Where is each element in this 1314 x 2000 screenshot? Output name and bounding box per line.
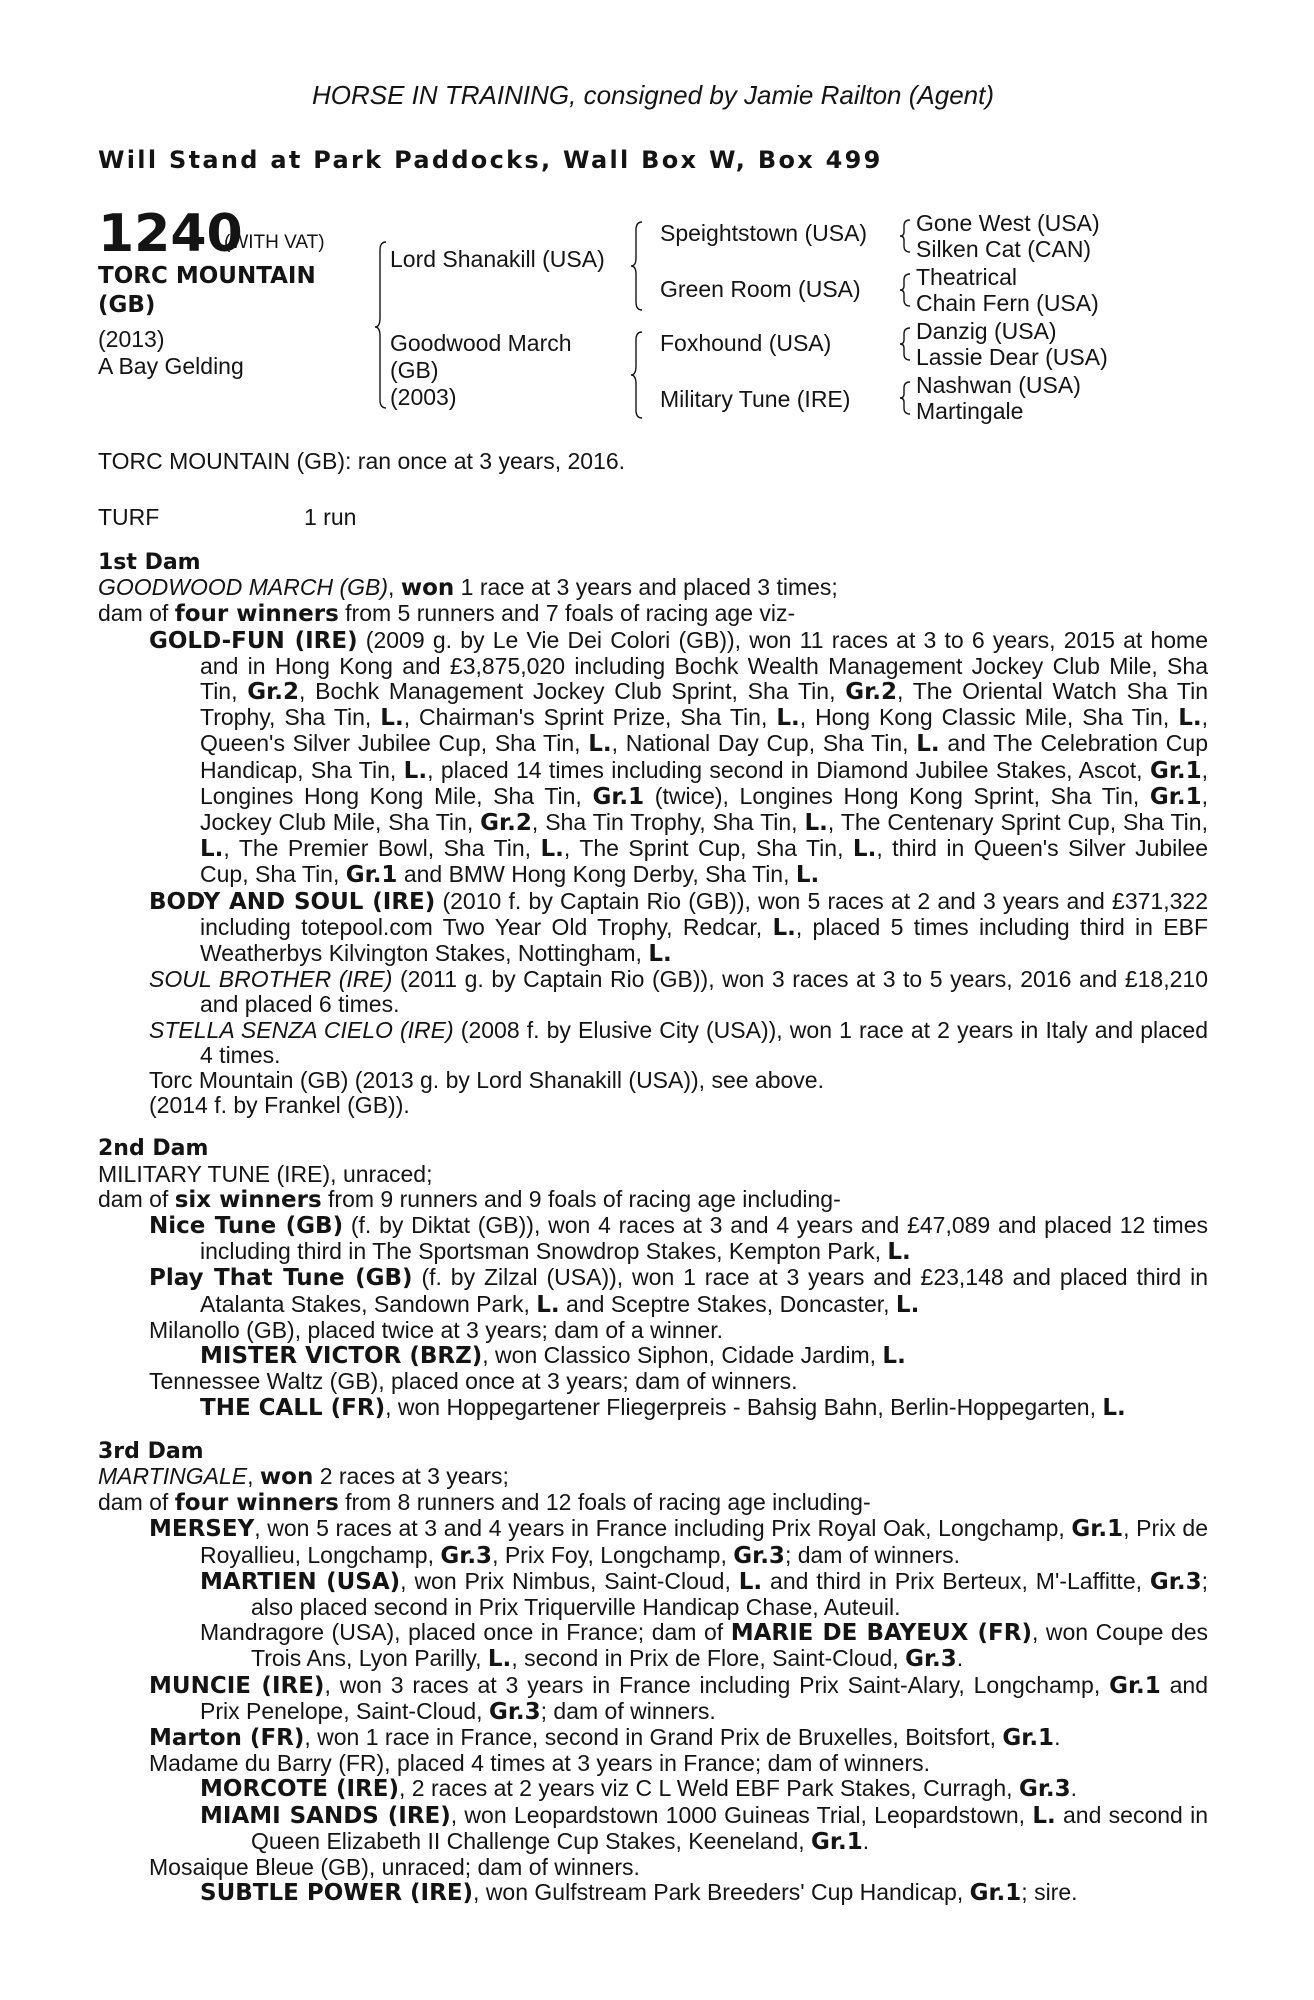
vat-note: (WITH VAT) <box>224 232 325 253</box>
text: . <box>1070 1775 1078 1802</box>
third-dam-section <box>98 1464 1208 1906</box>
bold-text: GOLD-FUN (IRE) <box>149 627 358 654</box>
ped-dam-country: (GB) <box>390 357 439 383</box>
text: . <box>1054 1723 1061 1750</box>
bold-text: L. <box>852 836 877 863</box>
ped-dam <box>390 330 572 411</box>
progeny-entry <box>98 1018 1208 1068</box>
bold-text: L. <box>540 836 564 863</box>
text: Milanollo (GB), placed twice at 3 years; dam of a winner. <box>149 1316 723 1343</box>
bold-text: SUBTLE POWER (IRE) <box>200 1880 474 1907</box>
bold-text: MORCOTE (IRE) <box>200 1776 399 1803</box>
text: , won Hoppegartener Fliegerpreis - Bahsig Bahn, Berlin-Hoppegarten, <box>385 1393 1103 1420</box>
horse-year: (2013) <box>98 326 165 352</box>
text: ; also placed second in Prix Triquerville Handicap Chase, Auteuil. <box>251 1567 1208 1620</box>
bold-text: won <box>400 575 455 602</box>
first-dam-heading: 1st Dam <box>98 550 201 575</box>
bold-text: Gr.3 <box>488 1698 541 1725</box>
bold-text: MARIE DE BAYEUX (FR) <box>730 1620 1032 1647</box>
dam-intro-line <box>98 1464 1208 1490</box>
text: , Bochk Management Jockey Club Sprint, Sha Tin, <box>298 678 846 705</box>
text: from 9 runners and 9 foals of racing age including- <box>321 1185 841 1212</box>
turf-label: TURF <box>98 504 160 530</box>
text: , placed 5 times including third in EBF Weatherbys Kilvington Stakes, Nottingham, <box>200 913 1208 967</box>
horse-description: A Bay Gelding <box>98 353 244 379</box>
progeny-entry <box>98 1068 1208 1093</box>
ped-sss: Gone West (USA) <box>916 210 1100 236</box>
text: 2 races at 3 years; <box>313 1462 509 1489</box>
progeny-entry <box>98 1265 1208 1317</box>
text: from 5 runners and 7 foals of racing age viz- <box>338 600 796 627</box>
text: , won Classico Siphon, Cidade Jardim, <box>482 1342 883 1369</box>
bold-text: Gr.1 <box>1149 783 1202 810</box>
bold-text: Gr.1 <box>1071 1516 1124 1543</box>
text: , The Centenary Sprint Cup, Sha Tin, <box>827 809 1208 836</box>
ped-sire: Lord Shanakill (USA) <box>390 246 605 272</box>
bold-text: won <box>259 1463 314 1490</box>
bold-text: L. <box>772 914 796 941</box>
bold-text: L. <box>804 810 828 837</box>
progeny-entry <box>98 1725 1208 1751</box>
text: , won Prix Nimbus, Saint-Cloud, <box>400 1567 739 1594</box>
bold-text: Gr.2 <box>845 679 897 706</box>
bold-text: MERSEY <box>149 1516 255 1543</box>
bold-text: L. <box>588 731 612 758</box>
progeny-entry <box>98 1776 1208 1802</box>
progeny-entry <box>98 628 1208 889</box>
text: , Prix de Royallieu, Longchamp, <box>200 1515 1208 1568</box>
horse-name-line2: (GB) <box>98 292 156 318</box>
text: (f. by Zilzal (USA)), won 1 race at 3 years and £23,148 and placed third in Atalanta Stakes, Sandown Park, <box>200 1264 1208 1317</box>
bold-text: L. <box>1178 705 1202 732</box>
bold-text: L. <box>487 1646 512 1673</box>
dam-intro-line <box>98 601 1208 627</box>
text: , Prix Foy, Longchamp, <box>492 1541 734 1568</box>
bold-text: Gr.1 <box>1002 1724 1055 1751</box>
progeny-entry <box>98 1318 1208 1343</box>
bold-text: Gr.3 <box>440 1542 493 1569</box>
text: and Prix Penelope, Saint-Cloud, <box>200 1671 1208 1724</box>
progeny-entry <box>98 1395 1208 1421</box>
text: , 2 races at 2 years viz C L Weld EBF Park Stakes, Curragh, <box>399 1775 1019 1802</box>
text: (2011 g. by Captain Rio (GB)), won 3 races at 3 to 5 years, 2016 and £18,210 and placed 6 times. <box>200 966 1208 1018</box>
text: MILITARY TUNE (IRE), unraced; <box>98 1160 433 1187</box>
progeny-entry <box>98 1751 1208 1776</box>
bold-text: four winners <box>174 1490 339 1517</box>
bracket-ds <box>900 328 910 360</box>
text: . <box>956 1645 964 1672</box>
text: dam of <box>98 1185 175 1212</box>
text: (2009 g. by Le Vie Dei Colori (GB)), won 11 races at 3 to 6 years, 2015 at home and in Hong Kong and £3,875,020 including Bochk Wealth Management Jockey Club Mile, Sha Tin, <box>200 626 1208 705</box>
bold-text: Gr.3 <box>905 1646 957 1673</box>
text: (2010 f. by Captain Rio (GB)), won 5 races at 2 and 3 years and £371,322 including totepool.com Two Year Old Trophy, Redcar, <box>200 887 1208 940</box>
dam-intro-line <box>98 1490 1208 1516</box>
text: (twice), Longines Hong Kong Sprint, Sha Tin, <box>644 782 1150 809</box>
ped-sire-sire: Speightstown (USA) <box>660 220 868 246</box>
bold-text: BODY AND SOUL (IRE) <box>149 888 436 915</box>
bold-text: Gr.1 <box>1149 757 1202 784</box>
text: , Chairman's Sprint Prize, Sha Tin, <box>403 704 777 731</box>
race-summary: TORC MOUNTAIN (GB): ran once at 3 years, 2016. <box>98 448 626 474</box>
bold-text: L. <box>380 705 404 732</box>
italic-text: GOODWOOD MARCH (GB) <box>98 574 389 601</box>
progeny-entry <box>98 1880 1208 1906</box>
text: , Sha Tin Trophy, Sha Tin, <box>531 809 805 836</box>
text: . <box>862 1827 870 1854</box>
progeny-entry <box>98 1093 1208 1118</box>
text: , second in Prix de Flore, Saint-Cloud, <box>511 1645 906 1672</box>
second-dam-section <box>98 1162 1208 1421</box>
bold-text: MUNCIE (IRE) <box>149 1672 325 1699</box>
ped-sds: Theatrical <box>916 264 1017 290</box>
turf-runs: 1 run <box>304 504 357 530</box>
consignment-line: HORSE IN TRAINING, consigned by Jamie Railton (Agent) <box>311 80 995 110</box>
horse-name-line1: TORC MOUNTAIN <box>98 263 316 289</box>
ped-sire-dam: Green Room (USA) <box>660 276 861 302</box>
progeny-entry <box>98 1569 1208 1620</box>
ped-dsd: Lassie Dear (USA) <box>916 344 1108 370</box>
progeny-entry <box>98 1516 1208 1568</box>
bracket-sire <box>631 222 642 310</box>
text: from 8 runners and 12 foals of racing age including- <box>338 1489 871 1516</box>
bold-text: L. <box>795 862 820 889</box>
text: and second in Queen Elizabeth II Challenge Cup Stakes, Keeneland, <box>251 1801 1209 1854</box>
text: , The Premier Bowl, Sha Tin, <box>223 835 541 862</box>
italic-text: MARTINGALE <box>98 1462 248 1489</box>
first-dam-section <box>98 575 1208 1118</box>
text: and third in Prix Berteux, M'-Laffitte, <box>762 1567 1150 1594</box>
bold-text: L. <box>200 836 224 863</box>
text: Mandragore (USA), placed once in France; dam of <box>200 1619 731 1646</box>
progeny-entry <box>98 1803 1208 1855</box>
text: (2008 f. by Elusive City (USA)), won 1 race at 2 years in Italy and placed 4 times. <box>200 1016 1209 1068</box>
text: Madame du Barry (FR), placed 4 times at 3 years in France; dam of winners. <box>149 1750 931 1777</box>
bold-text: L. <box>536 1291 560 1318</box>
text: , Longines Hong Kong Mile, Sha Tin, <box>200 756 1209 809</box>
ped-dam-sire: Foxhound (USA) <box>660 330 832 356</box>
ped-dds: Nashwan (USA) <box>916 372 1081 398</box>
text: , The Oriental Watch Sha Tin Trophy, Sha Tin, <box>200 678 1208 731</box>
bold-text: Gr.1 <box>811 1828 863 1855</box>
bold-text: L. <box>887 1239 911 1266</box>
text: , Hong Kong Classic Mile, Sha Tin, <box>799 704 1179 731</box>
text: , <box>388 574 401 601</box>
bracket-dam <box>631 332 642 418</box>
bold-text: MIAMI SANDS (IRE) <box>200 1802 451 1829</box>
progeny-entry <box>98 1620 1208 1672</box>
text: and Sceptre Stakes, Doncaster, <box>559 1290 896 1317</box>
bracket-sd <box>900 274 910 306</box>
bold-text: L. <box>648 941 672 968</box>
text: Mosaique Bleue (GB), unraced; dam of winners. <box>149 1853 640 1880</box>
bold-text: L. <box>738 1568 763 1595</box>
text: , The Sprint Cup, Sha Tin, <box>563 835 853 862</box>
bold-text: L. <box>1032 1802 1056 1829</box>
bold-text: Gr.3 <box>733 1542 785 1569</box>
progeny-entry <box>98 889 1208 968</box>
text: (f. by Diktat (GB)), won 4 races at 3 and 4 years and £47,089 and placed 12 times including third in The Sportsman Snowdrop Stakes, Kempton Park, <box>200 1212 1209 1265</box>
bracket-ss <box>900 220 910 252</box>
progeny-entry <box>98 1213 1208 1265</box>
bold-text: Gr.3 <box>1018 1776 1071 1803</box>
text: , won Gulfstream Park Breeders' Cup Handicap, <box>473 1879 970 1906</box>
bold-text: four winners <box>174 601 339 628</box>
italic-text: SOUL BROTHER (IRE) <box>149 966 393 993</box>
text: , won Coupe des Trois Ans, Lyon Parilly, <box>251 1619 1208 1672</box>
progeny-entry <box>98 967 1208 1017</box>
stand-location: Will Stand at Park Paddocks, Wall Box W, Box 499 <box>98 146 883 174</box>
bold-text: L. <box>776 705 800 732</box>
bold-text: Play That Tune (GB) <box>149 1265 413 1292</box>
bold-text: Gr.2 <box>247 679 299 706</box>
text: and BMW Hong Kong Derby, Sha Tin, <box>397 861 796 888</box>
second-dam-heading: 2nd Dam <box>98 1136 209 1162</box>
bold-text: L. <box>1102 1394 1126 1421</box>
bold-text: Marton (FR) <box>149 1724 305 1751</box>
progeny-entry <box>98 1673 1208 1725</box>
text: ; dam of winners. <box>784 1541 961 1568</box>
bold-text: Gr.1 <box>592 783 645 810</box>
text: ; dam of winners. <box>540 1697 716 1724</box>
bracket-main <box>375 242 386 408</box>
progeny-entry <box>98 1855 1208 1880</box>
pedigree-brackets <box>98 80 1208 460</box>
bold-text: L. <box>895 1291 920 1318</box>
family-notes <box>98 550 1208 1906</box>
text: , National Day Cup, Sha Tin, <box>611 730 917 757</box>
text: Torc Mountain (GB) (2013 g. by Lord Shanakill (USA)), see above. <box>149 1067 824 1094</box>
text: , won 1 race in France, second in Grand Prix de Bruxelles, Boitsfort, <box>304 1723 1003 1750</box>
dam-intro-line <box>98 1162 1208 1187</box>
third-dam-heading: 3rd Dam <box>98 1438 204 1464</box>
dam-intro-line <box>98 1187 1208 1213</box>
text: dam of <box>98 1489 175 1516</box>
text: 1 race at 3 years and placed 3 times; <box>454 574 838 601</box>
bold-text: Gr.2 <box>480 810 532 837</box>
ped-dam-dam: Military Tune (IRE) <box>660 386 851 412</box>
bold-text: six winners <box>174 1186 322 1213</box>
bracket-dd <box>900 382 910 414</box>
text: (2014 f. by Frankel (GB)). <box>149 1092 410 1119</box>
text: , won 3 races at 3 years in France including Prix Saint-Alary, Longchamp, <box>324 1671 1110 1698</box>
lot-number: 1240 <box>98 204 243 264</box>
ped-dam-year: (2003) <box>390 384 457 410</box>
text: dam of <box>98 600 175 627</box>
italic-text: STELLA SENZA CIELO (IRE) <box>149 1016 454 1043</box>
text: , placed 14 times including second in Diamond Jubilee Stakes, Ascot, <box>427 756 1150 783</box>
ped-dam-name: Goodwood March <box>390 330 572 356</box>
text: , won 5 races at 3 and 4 years in France including Prix Royal Oak, Longchamp, <box>254 1515 1072 1542</box>
text: , third in Queen's Silver Jubilee Cup, Sha Tin, <box>200 835 1208 888</box>
bold-text: MARTIEN (USA) <box>200 1568 401 1595</box>
text: , won Leopardstown 1000 Guineas Trial, Leopardstown, <box>450 1801 1033 1828</box>
ped-dss: Danzig (USA) <box>916 318 1057 344</box>
bold-text: MISTER VICTOR (BRZ) <box>200 1343 483 1370</box>
bold-text: Gr.1 <box>1109 1672 1161 1699</box>
ped-sdd: Chain Fern (USA) <box>916 290 1099 316</box>
bold-text: Gr.1 <box>345 862 398 889</box>
bold-text: Gr.1 <box>969 1880 1022 1907</box>
ped-ddd: Martingale <box>916 398 1024 424</box>
text: ; sire. <box>1021 1879 1078 1906</box>
ped-ssd: Silken Cat (CAN) <box>916 236 1092 262</box>
text: , Queen's Silver Jubilee Cup, Sha Tin, <box>200 704 1208 757</box>
bold-text: Gr.3 <box>1149 1568 1202 1595</box>
bold-text: L. <box>882 1343 906 1370</box>
bold-text: Nice Tune (GB) <box>149 1213 344 1240</box>
progeny-entry <box>98 1369 1208 1394</box>
bold-text: L. <box>403 757 428 784</box>
text: , <box>247 1462 260 1489</box>
text: Tennessee Waltz (GB), placed once at 3 years; dam of winners. <box>149 1368 798 1395</box>
text: and The Celebration Cup Handicap, Sha Tin, <box>200 730 1208 783</box>
dam-intro-line <box>98 575 1208 601</box>
text: , Jockey Club Mile, Sha Tin, <box>200 782 1208 836</box>
bold-text: L. <box>916 731 940 758</box>
bold-text: THE CALL (FR) <box>200 1394 386 1421</box>
progeny-entry <box>98 1343 1208 1369</box>
